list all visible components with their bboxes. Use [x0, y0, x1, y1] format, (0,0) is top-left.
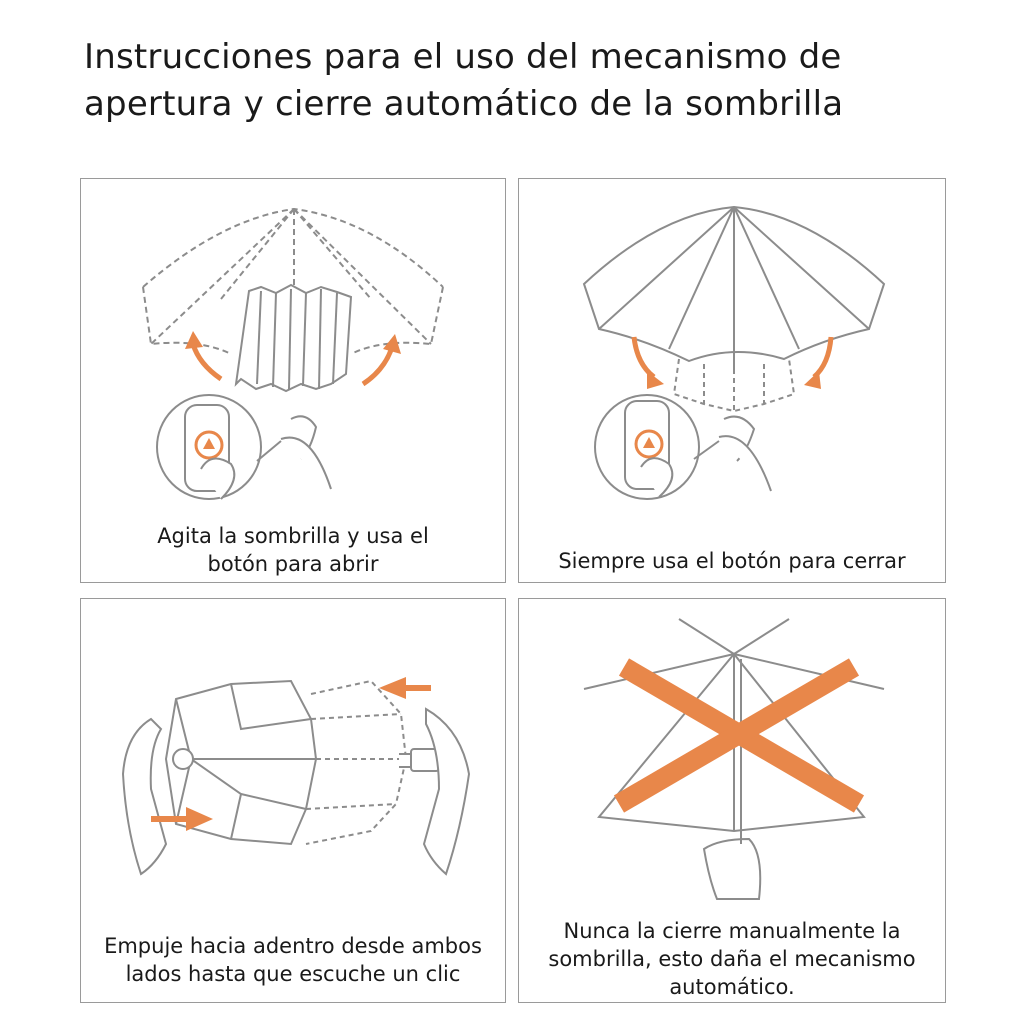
caption-warning — [519, 917, 945, 1001]
caption-push-line-2: lados hasta que escuche un clic — [125, 962, 461, 986]
panel-close — [518, 178, 946, 583]
page-title — [84, 34, 964, 128]
title-line-1: Instrucciones para el uso del mecanismo de — [84, 37, 842, 77]
illustration-close-umbrella — [519, 179, 947, 584]
caption-close-line-1: Siempre usa el botón para cerrar — [558, 549, 906, 573]
title-line-2: apertura y cierre automático de la sombrilla — [84, 84, 844, 124]
caption-open — [81, 522, 505, 578]
caption-warning-line-1: Nunca la cierre manualmente la — [563, 919, 901, 943]
caption-push-line-1: Empuje hacia adentro desde ambos — [104, 934, 482, 958]
caption-open-line-2: botón para abrir — [207, 552, 379, 576]
caption-open-line-1: Agita la sombrilla y usa el — [157, 524, 429, 548]
panel-warning — [518, 598, 946, 1003]
caption-close — [519, 547, 945, 575]
panel-push — [80, 598, 506, 1003]
caption-push — [81, 932, 505, 988]
forbidden-x-icon — [619, 667, 859, 804]
caption-warning-line-2: sombrilla, esto daña el mecanismo — [548, 947, 916, 971]
panel-open — [80, 178, 506, 583]
caption-warning-line-3: automático. — [669, 975, 795, 999]
